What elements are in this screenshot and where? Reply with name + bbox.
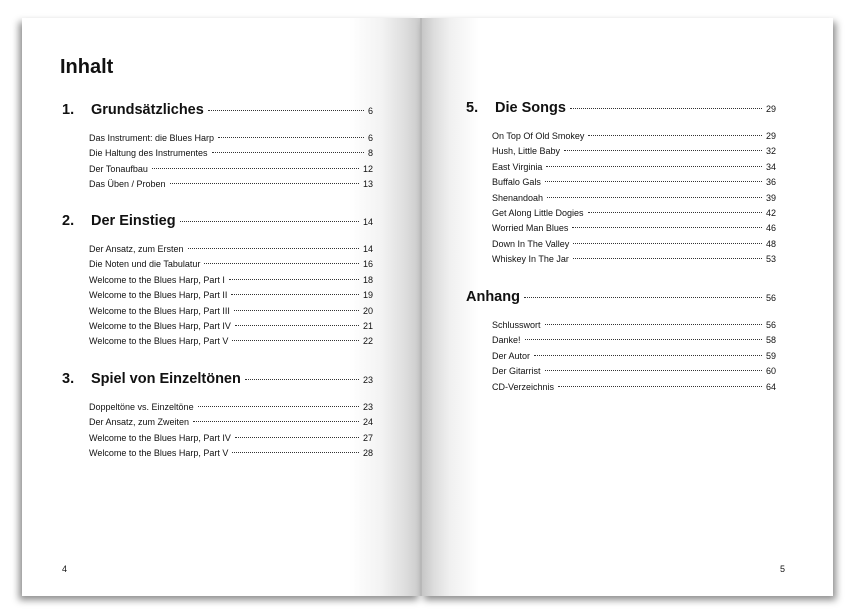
dot-leader <box>188 248 359 249</box>
toc-entry-page: 19 <box>362 290 373 301</box>
toc-entry-page: 14 <box>362 244 373 254</box>
toc-section-1 <box>62 102 373 193</box>
section-heading[interactable] <box>466 100 776 120</box>
toc-entry-title: Welcome to the Blues Harp, Part IV <box>89 320 231 331</box>
dot-leader <box>235 437 359 438</box>
dot-leader <box>231 294 359 295</box>
toc-section-5 <box>466 100 776 268</box>
toc-entry[interactable] <box>89 400 373 415</box>
toc-entry[interactable] <box>89 177 373 192</box>
section-heading[interactable] <box>466 289 776 309</box>
toc-entry-title: Welcome to the Blues Harp, Part V <box>89 336 229 347</box>
toc-entry-title: Worried Man Blues <box>492 223 569 234</box>
toc-entry-title: Die Noten und die Tabulatur <box>89 259 201 270</box>
dot-leader <box>547 197 762 198</box>
toc-entry-title: Doppeltöne vs. Einzeltöne <box>89 402 194 412</box>
toc-section-anhang <box>466 289 776 395</box>
toc-entry-page: 39 <box>765 192 776 203</box>
toc-entry-title: On Top Of Old Smokey <box>492 131 585 141</box>
dot-leader <box>558 386 762 387</box>
toc-entry[interactable] <box>492 175 776 190</box>
toc-entry-title: Der Tonaufbau <box>89 163 148 174</box>
section-heading[interactable] <box>62 371 373 391</box>
dot-leader <box>234 310 359 311</box>
toc-entry-title: Das Üben / Proben <box>89 179 166 190</box>
toc-entry-title: Shenandoah <box>492 192 544 203</box>
toc-entry-page: 64 <box>765 381 776 392</box>
dot-leader <box>545 181 762 182</box>
toc-entry-title: Get Along Little Dogies <box>492 207 584 218</box>
toc-entry-page: 27 <box>362 432 373 443</box>
toc-section-3 <box>62 371 373 462</box>
dot-leader <box>208 110 364 111</box>
toc-entry[interactable] <box>89 446 373 461</box>
toc-entry-page: 42 <box>765 207 776 218</box>
right-page-number: 5 <box>780 564 786 574</box>
toc-entry-title: Down In The Valley <box>492 238 570 249</box>
toc-entry-page: 8 <box>367 148 373 159</box>
toc-entry-title: Die Haltung des Instrumentes <box>89 148 208 159</box>
section-page: 56 <box>765 293 776 303</box>
toc-entry[interactable] <box>492 333 776 348</box>
toc-entry[interactable] <box>492 364 776 379</box>
toc-entry-title: Schlusswort <box>492 320 541 330</box>
dot-leader <box>525 339 762 340</box>
toc-entry[interactable] <box>89 146 373 161</box>
section-page: 23 <box>362 375 373 385</box>
toc-entry[interactable] <box>89 288 373 303</box>
dot-leader <box>546 166 762 167</box>
toc-entry[interactable] <box>492 191 776 206</box>
book-gutter <box>420 18 422 596</box>
toc-entry-title: Welcome to the Blues Harp, Part I <box>89 274 225 285</box>
toc-entry[interactable] <box>89 304 373 319</box>
section-title: Spiel von Einzeltönen <box>91 371 241 387</box>
toc-entry-page: 24 <box>362 417 373 428</box>
toc-entry[interactable] <box>89 431 373 446</box>
toc-entry[interactable] <box>492 144 776 159</box>
toc-entry-title: CD-Verzeichnis <box>492 381 555 392</box>
dot-leader <box>572 227 762 228</box>
section-page: 6 <box>367 106 373 116</box>
dot-leader <box>180 221 359 222</box>
toc-section-2 <box>62 213 373 350</box>
toc-entry-title: Welcome to the Blues Harp, Part IV <box>89 432 231 443</box>
dot-leader <box>198 406 359 407</box>
toc-entry[interactable] <box>492 237 776 252</box>
dot-leader <box>212 152 364 153</box>
dot-leader <box>152 168 359 169</box>
dot-leader <box>245 379 359 380</box>
toc-entry-title: Der Autor <box>492 350 531 361</box>
toc-entry-title: Der Ansatz, zum Ersten <box>89 244 184 254</box>
toc-entry-page: 12 <box>362 163 373 174</box>
toc-entry-page: 53 <box>765 254 776 265</box>
section-page: 29 <box>765 104 776 114</box>
toc-entry[interactable] <box>492 318 776 333</box>
toc-entry-page: 60 <box>765 366 776 377</box>
dot-leader <box>573 243 762 244</box>
toc-entry[interactable] <box>492 160 776 175</box>
toc-entry-page: 28 <box>362 448 373 459</box>
toc-entry[interactable] <box>492 380 776 395</box>
toc-entry-title: Danke! <box>492 335 521 346</box>
dot-leader <box>573 258 762 259</box>
dot-leader <box>204 263 359 264</box>
dot-leader <box>564 150 762 151</box>
toc-entry[interactable] <box>89 319 373 334</box>
dot-leader <box>170 183 359 184</box>
toc-entry-title: Das Instrument: die Blues Harp <box>89 133 215 143</box>
toc-entry-page: 32 <box>765 146 776 157</box>
section-number: 3. <box>62 371 75 387</box>
toc-entry-title: Welcome to the Blues Harp, Part III <box>89 305 230 316</box>
dot-leader <box>232 452 359 453</box>
dot-leader <box>545 370 762 371</box>
toc-entry-page: 56 <box>765 320 776 330</box>
toc-entry[interactable] <box>492 252 776 267</box>
toc-entry[interactable] <box>89 273 373 288</box>
toc-entry-page: 46 <box>765 223 776 234</box>
toc-entry[interactable] <box>89 162 373 177</box>
toc-entry-page: 13 <box>362 179 373 190</box>
toc-entry-title: East Virginia <box>492 161 543 172</box>
toc-entry[interactable] <box>89 257 373 272</box>
left-page-number: 4 <box>62 564 68 574</box>
toc-entry[interactable] <box>492 349 776 364</box>
section-page: 14 <box>362 217 373 227</box>
toc-entry-page: 58 <box>765 335 776 346</box>
dot-leader <box>232 340 359 341</box>
toc-entry[interactable] <box>89 334 373 349</box>
dot-leader <box>229 279 359 280</box>
toc-entry-page: 23 <box>362 402 373 412</box>
toc-entry[interactable] <box>89 415 373 430</box>
toc-entry-page: 21 <box>362 320 373 331</box>
section-number: 5. <box>466 100 479 116</box>
dot-leader <box>235 325 359 326</box>
dot-leader <box>588 135 762 136</box>
toc-title: Inhalt <box>60 56 114 78</box>
dot-leader <box>588 212 762 213</box>
toc-entry-title: Der Gitarrist <box>492 366 541 377</box>
toc-entry-title: Hush, Little Baby <box>492 146 561 157</box>
toc-entry-page: 20 <box>362 305 373 316</box>
section-number: 2. <box>62 213 75 229</box>
toc-entry-page: 36 <box>765 177 776 188</box>
toc-entry-page: 29 <box>765 131 776 141</box>
toc-entry[interactable] <box>492 221 776 236</box>
toc-entry[interactable] <box>492 129 776 144</box>
toc-entry-title: Welcome to the Blues Harp, Part V <box>89 448 229 459</box>
toc-entry-title: Whiskey In The Jar <box>492 254 569 265</box>
section-title: Die Songs <box>495 100 566 116</box>
toc-entry[interactable] <box>89 242 373 257</box>
toc-entry-page: 18 <box>362 274 373 285</box>
toc-entry-page: 59 <box>765 350 776 361</box>
toc-entry-title: Buffalo Gals <box>492 177 541 188</box>
toc-entry-page: 16 <box>362 259 373 270</box>
toc-entry-page: 48 <box>765 238 776 249</box>
dot-leader <box>524 297 762 298</box>
section-heading[interactable] <box>62 102 373 122</box>
toc-entry-title: Der Ansatz, zum Zweiten <box>89 417 190 428</box>
section-title: Anhang <box>466 289 520 305</box>
section-title: Grundsätzliches <box>91 102 204 118</box>
toc-entry-page: 22 <box>362 336 373 347</box>
dot-leader <box>545 324 762 325</box>
dot-leader <box>193 421 359 422</box>
toc-entry-page: 34 <box>765 161 776 172</box>
section-number: 1. <box>62 102 75 118</box>
toc-entry[interactable] <box>492 206 776 221</box>
toc-entry[interactable] <box>89 131 373 146</box>
section-heading[interactable] <box>62 213 373 233</box>
dot-leader <box>218 137 364 138</box>
toc-entry-page: 6 <box>367 133 373 143</box>
dot-leader <box>570 108 762 109</box>
dot-leader <box>534 355 762 356</box>
toc-entry-title: Welcome to the Blues Harp, Part II <box>89 290 228 301</box>
section-title: Der Einstieg <box>91 213 176 229</box>
